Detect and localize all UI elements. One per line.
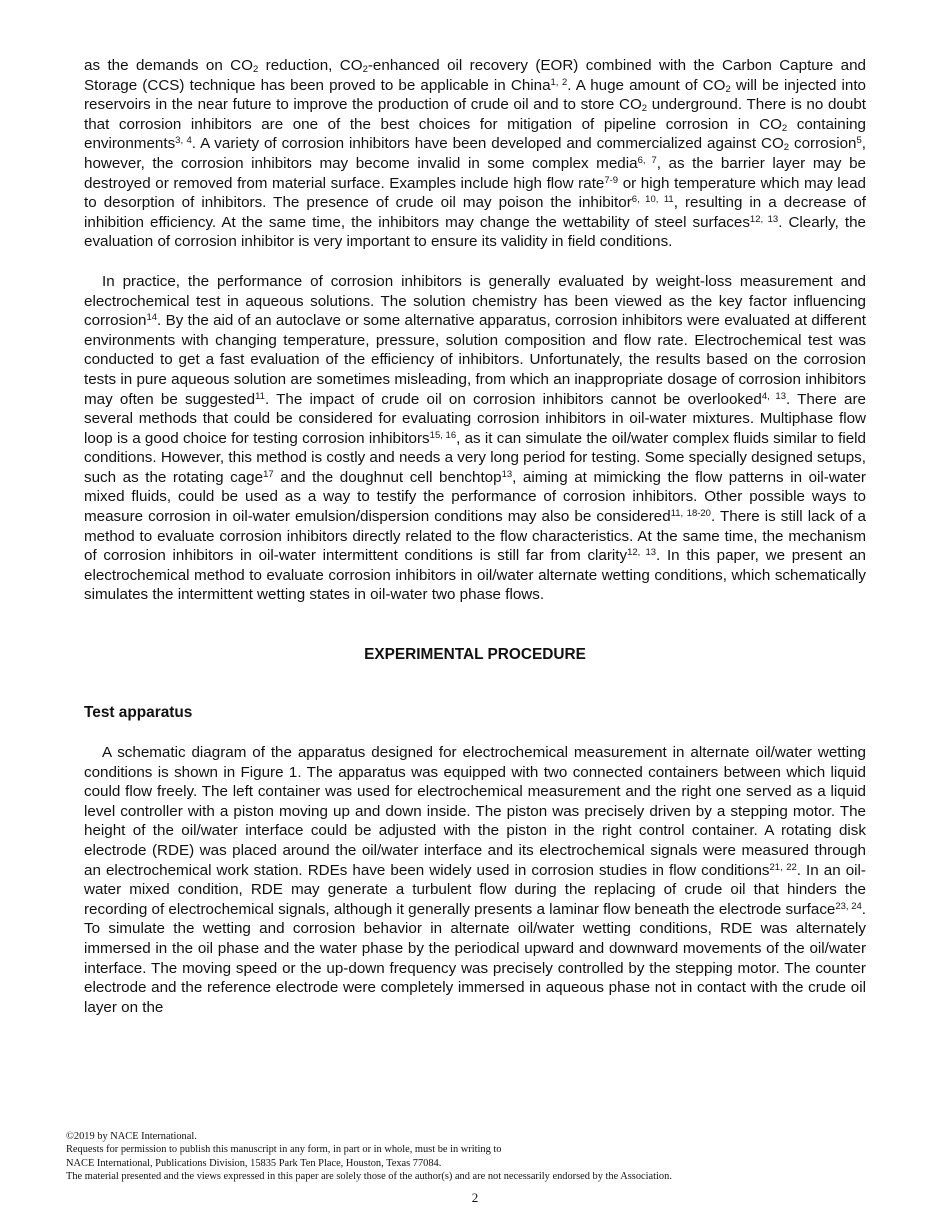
subscript: 2 [252, 64, 259, 75]
citation-superscript: 15, 16 [429, 429, 457, 441]
citation-superscript: 11 [255, 390, 265, 402]
subscript: 2 [641, 103, 648, 115]
citation-superscript: 14 [146, 312, 158, 324]
citation-superscript: 5 [856, 135, 862, 147]
copyright-footer [66, 1130, 886, 1184]
citation-superscript: 12, 13 [749, 213, 779, 225]
footer-line: Requests for permission to publish this manuscript in any form, in part or in whole, must be in writing to [66, 1144, 502, 1156]
citation-superscript: 17 [263, 468, 274, 480]
citation-superscript: 11, 18-20 [670, 508, 711, 520]
citation-superscript: 1, 2 [550, 76, 568, 88]
citation-superscript: 6, 10, 11 [631, 194, 674, 206]
subscript: 2 [781, 122, 788, 134]
subsection-title: Test apparatus [84, 704, 193, 722]
page-number: 2 [471, 1190, 479, 1205]
page-body [84, 56, 866, 1017]
citation-superscript: 3, 4 [175, 135, 192, 147]
intro-paragraph-1: as the demands on $CO_2$ reduction, $CO_2$-enhanced oil recovery (EOR) combined with the Carbon Capture and Storage (CCS) technique has been proved to be applicable in China$^{1, 2}$. A huge amount of $CO_2$ will be injected into reservoirs in the near future to improve the production of crude oil and to store $CO_2$ underground. There is no doubt that corrosion inhibitors are one of the best choices for mitigation of pipeline corrosion in $CO_2$ containing environments$^{3, 4}$. A variety of corrosion inhibitors have been developed and commercialized against $CO_2$ corrosion$^5$, however, the corrosion inhibitors may become invalid in some complex media$^{6, 7}$, as the barrier layer may be destroyed or removed from material surface. Examples include high flow rate$^{7-9}$ or high temperature which may lead to desorption of inhibitors. The presence of crude oil may poison the inhibitor$^{6, 10, 11}$, resulting in a decrease of inhibition efficiency. At the same time, the inhibitors may change the wettability of steel surfaces$^{12, 13}$. Clearly, the evaluation of corrosion inhibitor is very important to ensure its validity in field conditions. [84, 57, 867, 251]
footer-line: NACE International, Publications Division, 15835 Park Ten Place, Houston, Texas 77084. [66, 1157, 442, 1169]
footer-line: ©2019 by NACE International. [66, 1131, 197, 1142]
citation-superscript: 12, 13 [627, 547, 657, 559]
subscript: 2 [725, 83, 731, 95]
citation-superscript: 21, 22 [769, 861, 797, 873]
subscript: 2 [783, 142, 790, 154]
citation-superscript: 23, 24 [835, 900, 862, 912]
citation-superscript: 4, 13 [761, 390, 786, 402]
subscript: 2 [362, 64, 368, 75]
citation-superscript: 6, 7 [637, 154, 657, 166]
section-title: EXPERIMENTAL PROCEDURE [364, 646, 586, 664]
citation-superscript: 7-9 [604, 174, 619, 186]
apparatus-paragraph: A schematic diagram of the apparatus designed for electrochemical measurement in alternate oil/water wetting conditions is shown in Figure 1. The apparatus was equipped with two connected containers between which liquid could flow freely. The left container was used for electrochemical measurement and the right one served as a liquid level controller with a piston moving up and down inside. The piston was precisely driven by a stepping motor. The height of the oil/water interface could be adjusted with the piston in the right control container. A rotating disk electrode (RDE) was placed around the oil/water interface and its electrochemical signals were measured through an electrochemical work station. RDEs have been widely used in corrosion studies in flow conditions$^{21, 22}$. In an oil-water mixed condition, RDE may generate a turbulent flow during the replacing of crude oil that hinders the recording of electrochemical signals, although it generally presents a laminar flow beneath the electrode surface$^{23, 24}$. To simulate the wetting and corrosion behavior in alternate oil/water wetting conditions, RDE was alternately immersed in the oil phase and the water phase by the periodical upward and downward movements of the oil/water interface. The moving speed or the up-down frequency was precisely controlled by the stepping motor. The counter electrode and the reference electrode were completely immersed in aqueous phase not in contact with the crude oil layer on the [84, 744, 867, 1016]
footer-line: The material presented and the views expressed in this paper are solely those of the author(s) and are not necessarily endorsed by the Association. [66, 1171, 672, 1183]
intro-paragraph-2: In practice, the performance of corrosion inhibitors is generally evaluated by weight-loss measurement and electrochemical test in aqueous solutions. The solution chemistry has been viewed as the key factor influencing corrosion$^{14}$. By the aid of an autoclave or some alternative apparatus, corrosion inhibitors were evaluated at different environments with changing temperature, pressure, solution composition and flow rate. Electrochemical test was conducted to get a fast evaluation of the efficiency of inhibitors. Unfortunately, the results based on the corrosion tests in pure aqueous solution are sometimes misleading, from which an inappropriate dosage of corrosion inhibitors may often be suggested$^{11}$. The impact of crude oil on corrosion inhibitors cannot be overlooked$^{4, 13}$. There are several methods that could be considered for evaluating corrosion inhibitors in oil-water mixtures. Multiphase flow loop is a good choice for testing corrosion inhibitors$^{15, 16}$, as it can simulate the oil/water complex fluids similar to field conditions. However, this method is costly and needs a very long period for testing. Some specially designed setups, such as the rotating cage$^{17}$ and the doughnut cell benchtop$^{13}$, aiming at mimicking the flow patterns in oil-water mixed fluids, could be used as a way to testify the performance of corrosion inhibitors. Other possible ways to measure corrosion in oil-water emulsion/dispersion conditions may also be considered$^{11, 18-20}$. There is still lack of a method to evaluate corrosion inhibitors directly related to the flow characteristics. At the same time, the mechanism of corrosion inhibitors in oil-water intermittent conditions is still far from clarity$^{12, 13}$. In this paper, we present an electrochemical method to evaluate corrosion inhibitors in oil/water alternate wetting conditions, which schematically simulates the intermittent wetting states in oil-water two phase flows. [84, 272, 866, 604]
citation-superscript: 13 [501, 468, 513, 480]
